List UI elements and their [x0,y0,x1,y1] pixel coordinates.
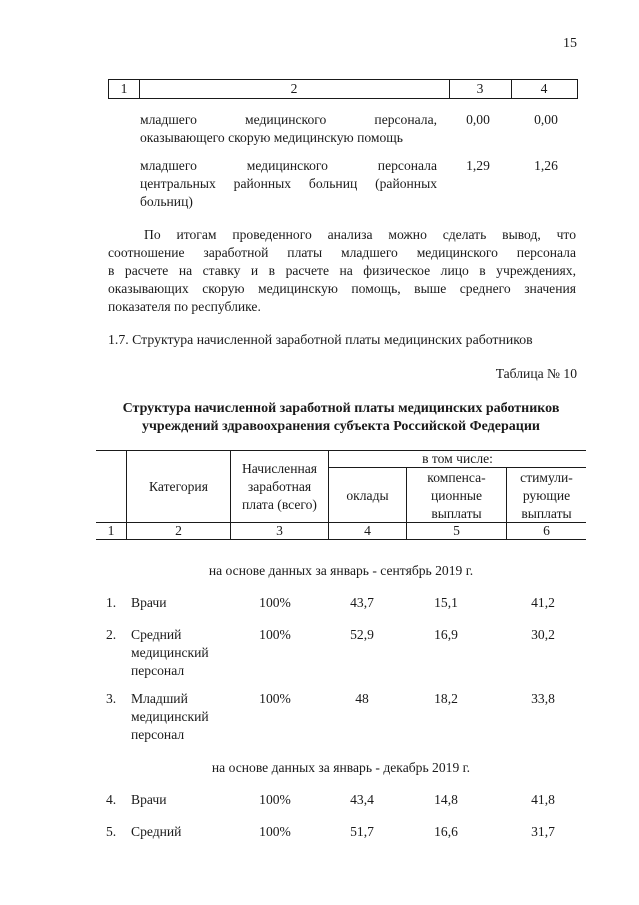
table-title-line: учреждений здравоохранения субъекта Российской Федерации [142,419,540,434]
header-category: Категория [149,479,208,494]
row-label-line: младшего медицинского персонала [140,158,437,173]
col-number: 6 [543,523,550,538]
main-table-header [96,450,586,540]
paragraph-line: оказывающих скорую медицинскую помощь, выше среднего значения [108,281,576,296]
row-compensation: 16,6 [434,824,458,839]
row-incentive: 41,2 [531,595,555,610]
top-table-col-2: 2 [139,80,450,98]
row-category: Средний медицинский персонал [131,627,209,678]
paragraph-line: соотношение заработной платы младшего медицинского персонала [108,245,576,260]
row-category: Младший медицинский персонал [131,691,209,742]
col-number: 3 [276,523,283,538]
top-table-col-3: 3 [449,80,512,98]
row-total: 100% [259,627,291,642]
top-table-header [108,79,578,99]
row-incentive: 41,8 [531,792,555,807]
row-label-line: центральных районных больниц (районных [140,176,437,191]
paragraph-line: По итогам проведенного анализа можно сделать вывод, что [144,227,576,242]
col-number: 4 [364,523,371,538]
row-value-3: 1,29 [466,158,490,173]
section-title: на основе данных за январь - сентябрь 2019 г. [208,563,474,578]
table-label: Таблица № 10 [495,366,577,381]
row-salaries: 52,9 [350,627,374,642]
row-label-line: младшего медицинского персонала, [140,112,437,127]
row-incentive: 33,8 [531,691,555,706]
page-number: 15 [563,36,577,51]
row-compensation: 16,9 [434,627,458,642]
row-compensation: 14,8 [434,792,458,807]
row-number: 4. [106,792,117,807]
row-category: Врачи [131,792,167,807]
row-label-line: оказывающего скорую медицинскую помощь [140,130,403,145]
row-number: 5. [106,824,117,839]
row-number: 2. [106,627,117,642]
top-table-col-1: 1 [109,80,140,98]
row-label-line: больниц) [140,194,193,209]
header-including: в том числе: [422,451,493,466]
col-number: 5 [453,523,460,538]
row-value-4: 1,26 [534,158,558,173]
row-category: Средний [131,824,182,839]
header-salaries: оклады [346,488,389,503]
section-heading: 1.7. Структура начисленной заработной платы медицинских работников [108,332,533,347]
row-incentive: 31,7 [531,824,555,839]
paragraph-line: показателя по республике. [108,299,261,314]
row-incentive: 30,2 [531,627,555,642]
row-compensation: 15,1 [434,595,458,610]
row-salaries: 51,7 [350,824,374,839]
top-table-col-4: 4 [540,81,548,96]
col-number: 2 [175,523,182,538]
paragraph-line: в расчете на ставку и в расчете на физическое лицо в учреждениях, [108,263,576,278]
row-number: 3. [106,691,117,706]
row-value-4: 0,00 [534,112,558,127]
section-title: на основе данных за январь - декабрь 2019 г. [211,760,471,775]
table-title-line: Структура начисленной заработной платы медицинских работников [122,401,560,416]
row-salaries: 43,7 [350,595,374,610]
row-category: Врачи [131,595,167,610]
table-title [96,400,586,436]
row-salaries: 43,4 [350,792,374,807]
row-total: 100% [259,792,291,807]
header-accrued: Начисленная заработная плата (всего) [241,461,318,512]
header-incentive: стимули- рующие выплаты [520,470,573,521]
row-total: 100% [259,595,291,610]
col-number: 1 [107,523,115,538]
row-total: 100% [259,824,291,839]
header-compensation: компенса- ционные выплаты [427,470,486,521]
row-number: 1. [106,595,117,610]
row-value-3: 0,00 [466,112,490,127]
row-compensation: 18,2 [434,691,458,706]
row-salaries: 48 [355,691,369,706]
row-total: 100% [259,691,291,706]
